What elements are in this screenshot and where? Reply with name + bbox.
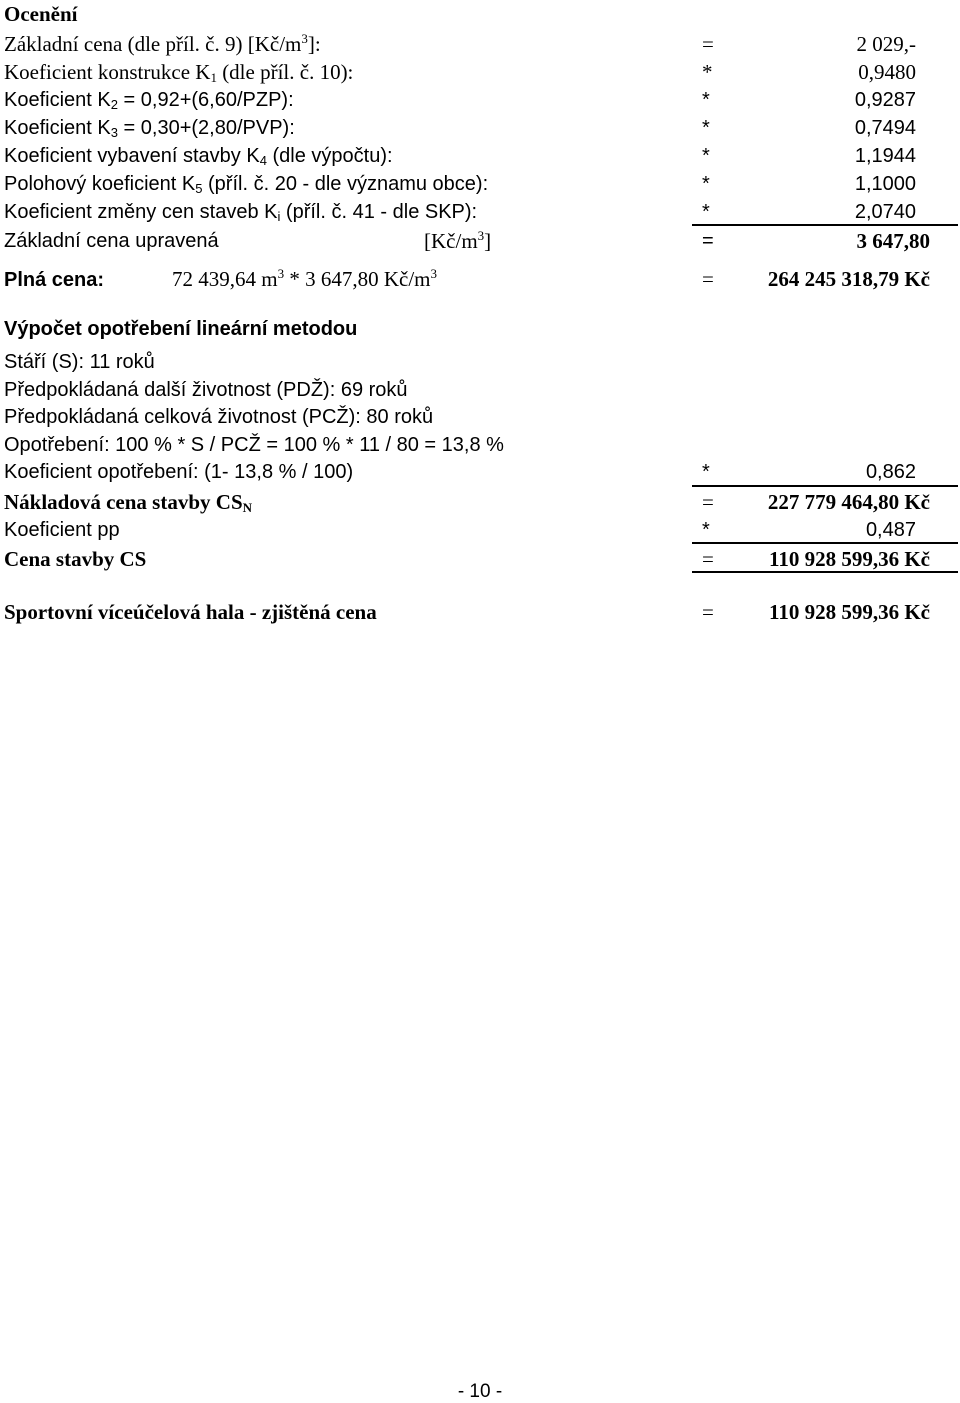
row-operator: = <box>702 547 714 571</box>
row-label: Cena stavby CS <box>4 547 147 571</box>
row-label: Koeficient konstrukce $K_1$ (dle příl. č. 10): <box>4 60 354 85</box>
page-number: - 10 - <box>457 1381 503 1402</box>
row-label: Koeficient opotřebení: (1- 13,8 % / 100) <box>4 461 354 483</box>
row-koef-k3 <box>4 114 960 142</box>
row-operator: * <box>702 519 710 541</box>
row-value: 1,1000 <box>854 173 916 195</box>
row-label: Koeficient $K_3 = 0,30+(2,80/PVP)$: <box>4 117 295 140</box>
opotrebeni-line: Předpokládaná další životnost (PDŽ): 69 roků <box>4 379 408 401</box>
row-zakladni-cena <box>4 30 960 58</box>
row-value: 264 245 318,79 Kč <box>767 267 930 291</box>
divider-line <box>692 542 958 544</box>
row-operator: = <box>702 230 714 252</box>
row-value: 0,9480 <box>858 60 916 84</box>
row-nakladova-cena <box>4 488 960 516</box>
row-operator: * <box>702 60 713 84</box>
row-cena-stavby <box>4 545 960 573</box>
divider-line <box>692 571 958 573</box>
row-label: Koeficient vybavení stavby $K_4$ (dle výpočtu): <box>4 145 393 168</box>
row-value: 2,0740 <box>854 201 916 223</box>
opotrebeni-title: Výpočet opotřebení lineární metodou <box>4 318 358 340</box>
opotrebeni-line: Stáří (S): 11 roků <box>4 351 155 373</box>
row-koef-ki <box>4 198 960 226</box>
row-operator: * <box>702 117 710 139</box>
row-operator: * <box>702 173 710 195</box>
row-value: 3 647,80 <box>856 229 930 253</box>
row-koef-k5 <box>4 170 960 198</box>
row-operator: * <box>702 461 710 483</box>
row-label: Základní cena upravená <box>4 230 219 252</box>
row-zakladni-cena-upravena <box>4 227 960 255</box>
opotrebeni-line: Opotřebení: 100 % * S / PCŽ = 100 % * 11 / 80 = 13,8 % <box>4 434 504 456</box>
row-koeficient-opotrebeni <box>4 458 960 486</box>
row-value: 110 928 599,36 Kč <box>769 547 930 571</box>
row-operator: * <box>702 145 710 167</box>
row-label: Nákladová cena stavby $CS_N$ <box>4 490 253 515</box>
row-label: Polohový koeficient $K_5$ (příl. č. 20 - dle významu obce): <box>4 173 489 196</box>
row-zjistena-cena <box>4 598 960 626</box>
row-value: 227 779 464,80 Kč <box>767 490 930 514</box>
row-operator: * <box>702 89 710 111</box>
row-label: Sportovní víceúčelová hala - zjištěná cena <box>4 600 377 624</box>
row-value: 0,9287 <box>854 89 916 111</box>
row-operator: = <box>702 600 714 624</box>
row-operator: = <box>702 490 714 514</box>
row-operator: * <box>702 201 710 223</box>
row-value: 0,862 <box>865 461 916 483</box>
row-koef-k4 <box>4 142 960 170</box>
row-operator: = <box>702 32 714 56</box>
row-label: Koeficient změny cen staveb $K_i$ (příl. č. 41 - dle SKP): <box>4 201 478 224</box>
row-plna-cena <box>4 265 960 293</box>
row-value: 1,1944 <box>854 145 916 167</box>
row-koef-k1 <box>4 58 960 86</box>
row-label: Základní cena (dle příl. č. 9) $[Kč/m^3]$: <box>4 31 321 56</box>
row-value: 2 029,- <box>856 32 916 56</box>
row-label: Koeficient pp <box>4 519 120 541</box>
row-unit: $[Kč/m^3]$ <box>424 228 492 253</box>
row-operator: = <box>702 267 714 291</box>
row-label: Plná cena: <box>4 269 105 291</box>
row-label: Koeficient $K_2 = 0,92+(6,60/PZP)$: <box>4 89 294 112</box>
row-formula: 72 439,64 $m^3 * 3$ 647,80 $Kč/m^3$ <box>172 266 437 291</box>
row-value: 0,487 <box>865 519 916 541</box>
row-value: 0,7494 <box>854 117 916 139</box>
divider-line <box>692 224 958 226</box>
divider-line <box>692 485 958 487</box>
row-value: 110 928 599,36 Kč <box>769 600 930 624</box>
opotrebeni-line: Předpokládaná celková životnost (PCŽ): 80 roků <box>4 406 434 428</box>
section-heading: Ocenění <box>4 2 78 26</box>
row-koef-k2 <box>4 86 960 114</box>
row-koeficient-pp <box>4 516 960 544</box>
